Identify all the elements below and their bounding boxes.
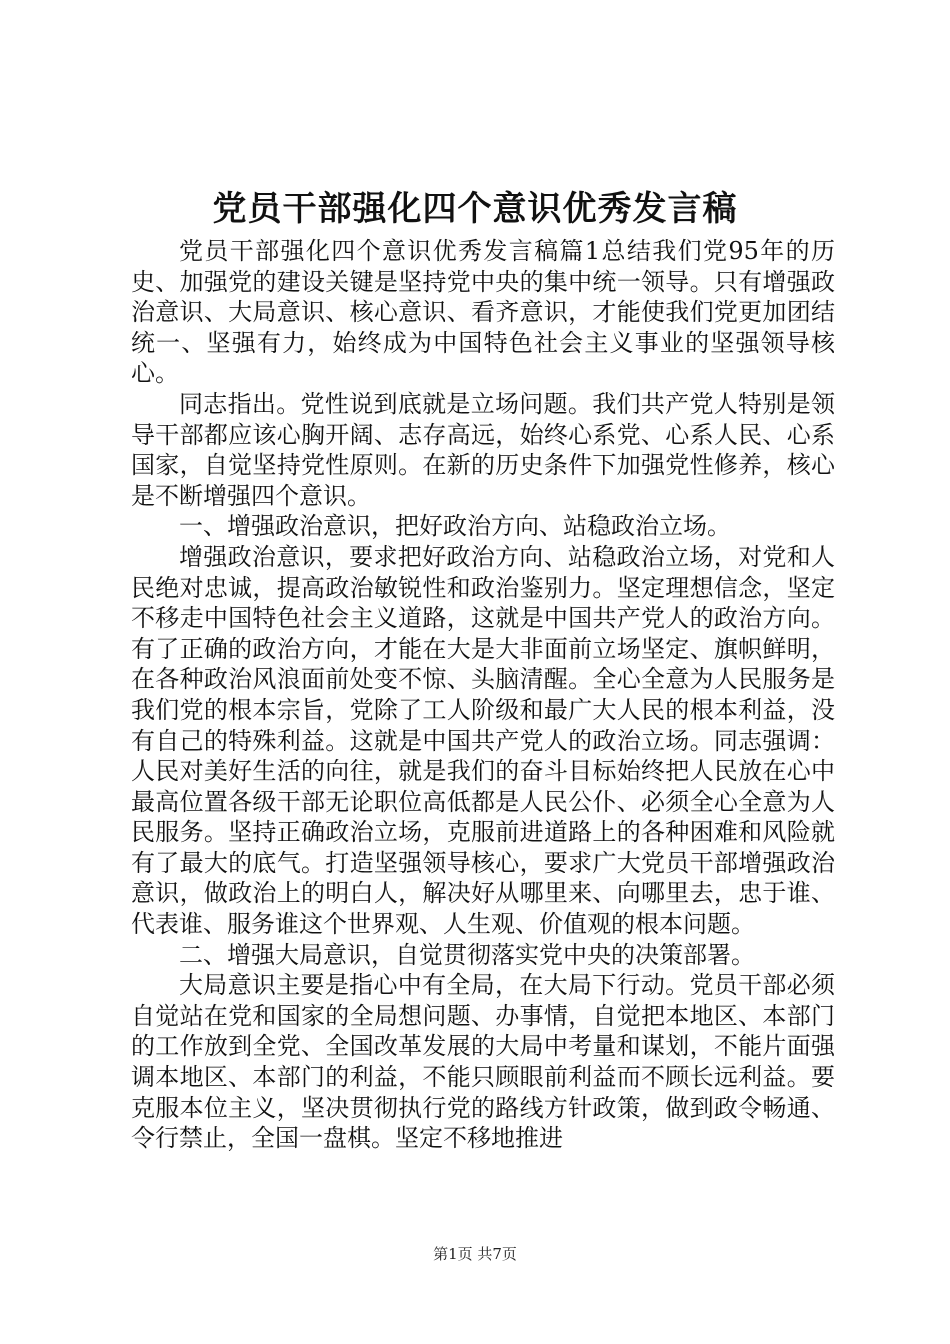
paragraph-1: 党员干部强化四个意识优秀发言稿篇1总结我们党95年的历史、加强党的建设关键是坚持党中央的集中统一领导。只有增强政治意识、大局意识、核心意识、看齐意识，才能使我们党更加团结统一、坚强有力，始终成为中国特色社会主义事业的坚强领导核心。 <box>131 237 835 388</box>
section-heading-2: 二、增强大局意识，自觉贯彻落实党中央的决策部署。 <box>179 940 755 969</box>
page-footer: 第1页 共7页 <box>433 1245 517 1263</box>
paragraph-4: 大局意识主要是指心中有全局，在大局下行动。党员干部必须自觉站在党和国家的全局想问题、办事情，自觉把本地区、本部门的工作放到全党、全国改革发展的大局中考量和谋划，不能片面强调本地区、本部门的利益，不能只顾眼前利益而不顾长远利益。要克服本位主义，坚决贯彻执行党的路线方针政策，做到政令畅通、令行禁止，全国一盘棋。坚定不移地推进 <box>131 971 835 1153</box>
paragraph-2: 同志指出。党性说到底就是立场问题。我们共产党人特别是领导干部都应该心胸开阔、志存高远，始终心系党、心系人民、心系国家，自觉坚持党性原则。在新的历史条件下加强党性修养，核心是不断增强四个意识。 <box>131 389 835 510</box>
document-body <box>131 236 835 1154</box>
document-title: 党员干部强化四个意识优秀发言稿 <box>212 189 738 229</box>
section-heading-1: 一、增强政治意识，把好政治方向、站稳政治立场。 <box>179 512 731 541</box>
paragraph-3: 增强政治意识，要求把好政治方向、站稳政治立场，对党和人民绝对忠诚，提高政治敏锐性和政治鉴别力。坚定理想信念，坚定不移走中国特色社会主义道路，这就是中国共产党人的政治方向。有了正确的政治方向，才能在大是大非面前立场坚定、旗帜鲜明，在各种政治风浪面前处变不惊、头脑清醒。全心全意为人民服务是我们党的根本宗旨，党除了工人阶级和最广大人民的根本利益，没有自己的特殊利益。这就是中国共产党人的政治立场。同志强调：人民对美好生活的向往，就是我们的奋斗目标始终把人民放在心中最高位置各级干部无论职位高低都是人民公仆、必须全心全意为人民服务。坚持正确政治立场，克服前进道路上的各种困难和风险就有了最大的底气。打造坚强领导核心，要求广大党员干部增强政治意识，做政治上的明白人，解决好从哪里来、向哪里去，忠于谁、代表谁、服务谁这个世界观、人生观、价值观的根本问题。 <box>131 542 835 939</box>
